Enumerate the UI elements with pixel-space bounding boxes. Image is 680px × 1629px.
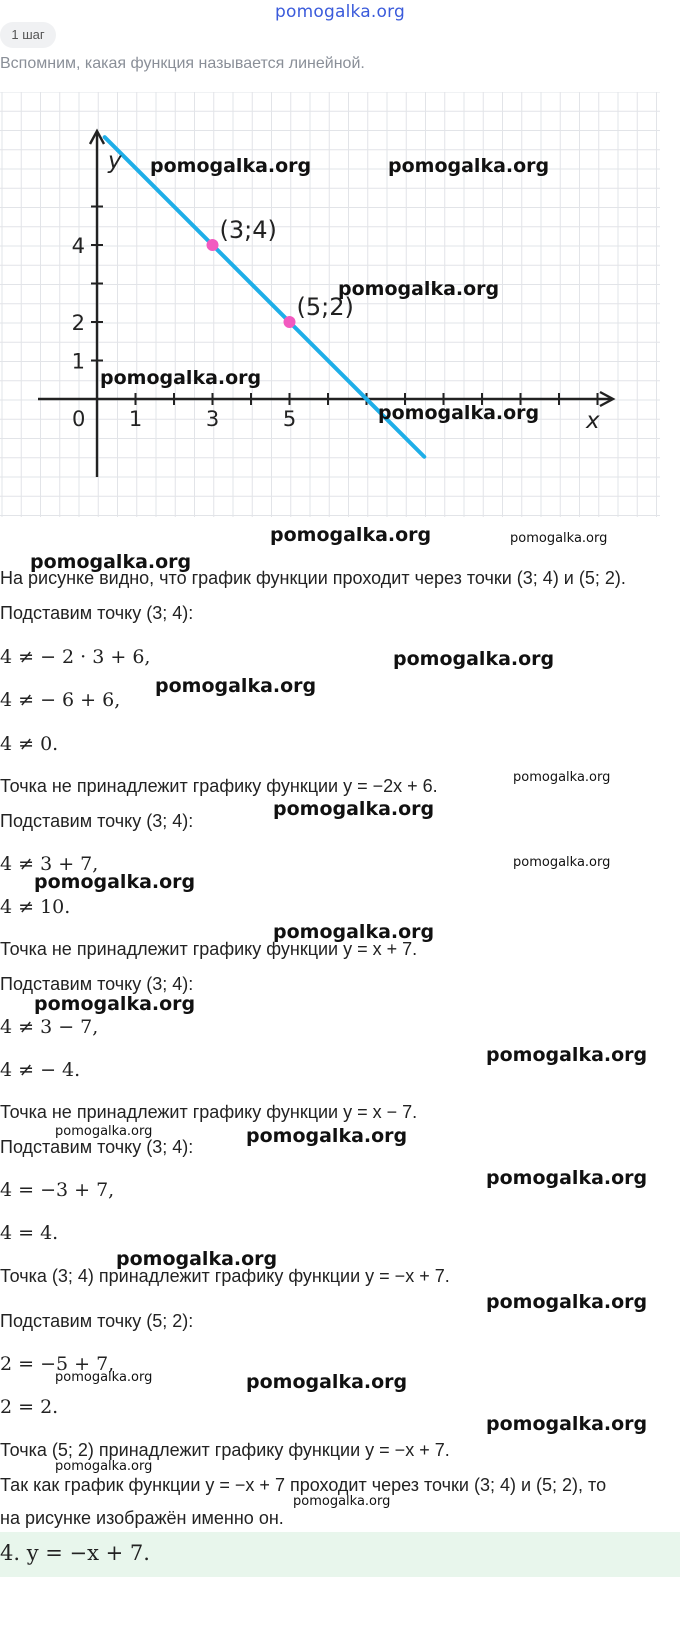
watermark: pomogalka.org — [510, 531, 608, 546]
formula-line-9: 4 = 4. — [0, 1222, 59, 1244]
watermark: pomogalka.org — [513, 855, 611, 870]
formula-line-5: 4 ≠ 10. — [0, 896, 71, 918]
text-line-10: Подставим точку (5; 2): — [0, 1311, 194, 1331]
watermark: pomogalka.org — [513, 770, 611, 785]
watermark: pomogalka.org — [393, 648, 555, 670]
formula-line-6: 4 ≠ 3 − 7, — [0, 1016, 99, 1038]
watermark: pomogalka.org — [30, 551, 192, 573]
y-tick-label: 4 — [71, 234, 85, 258]
x-tick-label: 1 — [128, 407, 143, 431]
formula-line-7: 4 ≠ − 4. — [0, 1059, 81, 1081]
answer-text: 4. y = −x + 7. — [0, 1541, 150, 1565]
watermark: pomogalka.org — [55, 1459, 153, 1474]
point-label: (5;2) — [296, 293, 354, 321]
watermark: pomogalka.org — [273, 798, 435, 820]
watermark: pomogalka.org — [293, 1494, 391, 1509]
site-watermark: pomogalka.org — [275, 2, 405, 22]
formula-line-11: 2 = 2. — [0, 1396, 59, 1418]
y-tick-label: 1 — [71, 349, 85, 374]
watermark: pomogalka.org — [486, 1413, 648, 1435]
watermark: pomogalka.org — [378, 402, 540, 424]
watermark: pomogalka.org — [150, 155, 312, 177]
formula-line-2: 4 ≠ − 6 + 6, — [0, 689, 121, 711]
watermark: pomogalka.org — [116, 1248, 278, 1270]
formula-line-4: 4 ≠ 3 + 7, — [0, 853, 99, 875]
text-line-4: Подставим точку (3; 4): — [0, 811, 194, 831]
watermark: pomogalka.org — [155, 675, 317, 697]
watermark: pomogalka.org — [100, 367, 262, 389]
watermark: pomogalka.org — [486, 1167, 648, 1189]
watermark: pomogalka.org — [388, 155, 550, 177]
text-line-3: Точка не принадлежит графику функции y = −2x + 6. — [0, 776, 438, 796]
watermark: pomogalka.org — [273, 921, 435, 943]
watermark: pomogalka.org — [486, 1291, 648, 1313]
text-line-13: на рисунке изображён именно он. — [0, 1508, 284, 1528]
text-line-8: Подставим точку (3; 4): — [0, 1137, 194, 1157]
text-line-12: Так как график функции y = −x + 7 проходит через точки (3; 4) и (5; 2), то — [0, 1475, 607, 1495]
step-subtitle: Вспомним, какая функция называется линейной. — [0, 55, 365, 72]
watermark: pomogalka.org — [34, 993, 196, 1015]
formula-line-10: 2 = −5 + 7, — [0, 1353, 115, 1375]
origin-label: 0 — [72, 407, 86, 431]
x-tick-label: 5 — [282, 407, 297, 431]
watermark: pomogalka.org — [486, 1044, 648, 1066]
answer-box — [0, 1532, 680, 1577]
watermark: pomogalka.org — [55, 1370, 153, 1385]
function-graph — [0, 92, 660, 517]
y-tick-label: 2 — [71, 311, 85, 335]
watermark: pomogalka.org — [34, 871, 196, 893]
watermark: pomogalka.org — [55, 1124, 153, 1139]
formula-line-3: 4 ≠ 0. — [0, 733, 59, 755]
data-point — [284, 316, 296, 328]
watermark: pomogalka.org — [246, 1371, 408, 1393]
text-line-5: Точка не принадлежит графику функции y = x + 7. — [0, 939, 418, 959]
watermark: pomogalka.org — [246, 1125, 408, 1147]
watermark: pomogalka.org — [338, 278, 500, 300]
y-axis-label: y — [108, 148, 122, 174]
watermark: pomogalka.org — [270, 524, 432, 546]
data-point — [207, 239, 219, 251]
formula-line-1: 4 ≠ − 2 · 3 + 6, — [0, 646, 151, 668]
text-line-6: Подставим точку (3; 4): — [0, 974, 194, 994]
text-line-9: Точка (3; 4) принадлежит графику функции y = −x + 7. — [0, 1266, 450, 1286]
x-axis-label: x — [586, 408, 600, 434]
x-tick-label: 3 — [205, 407, 220, 431]
text-line-2: Подставим точку (3; 4): — [0, 603, 194, 623]
point-label: (3;4) — [219, 216, 277, 244]
step-badge[interactable]: 1 шаг — [0, 22, 56, 48]
text-line-11: Точка (5; 2) принадлежит графику функции y = −x + 7. — [0, 1440, 450, 1460]
formula-line-8: 4 = −3 + 7, — [0, 1179, 115, 1201]
text-line-1: На рисунке видно, что график функции проходит через точки (3; 4) и (5; 2). — [0, 568, 626, 588]
text-line-7: Точка не принадлежит графику функции y = x − 7. — [0, 1102, 418, 1122]
